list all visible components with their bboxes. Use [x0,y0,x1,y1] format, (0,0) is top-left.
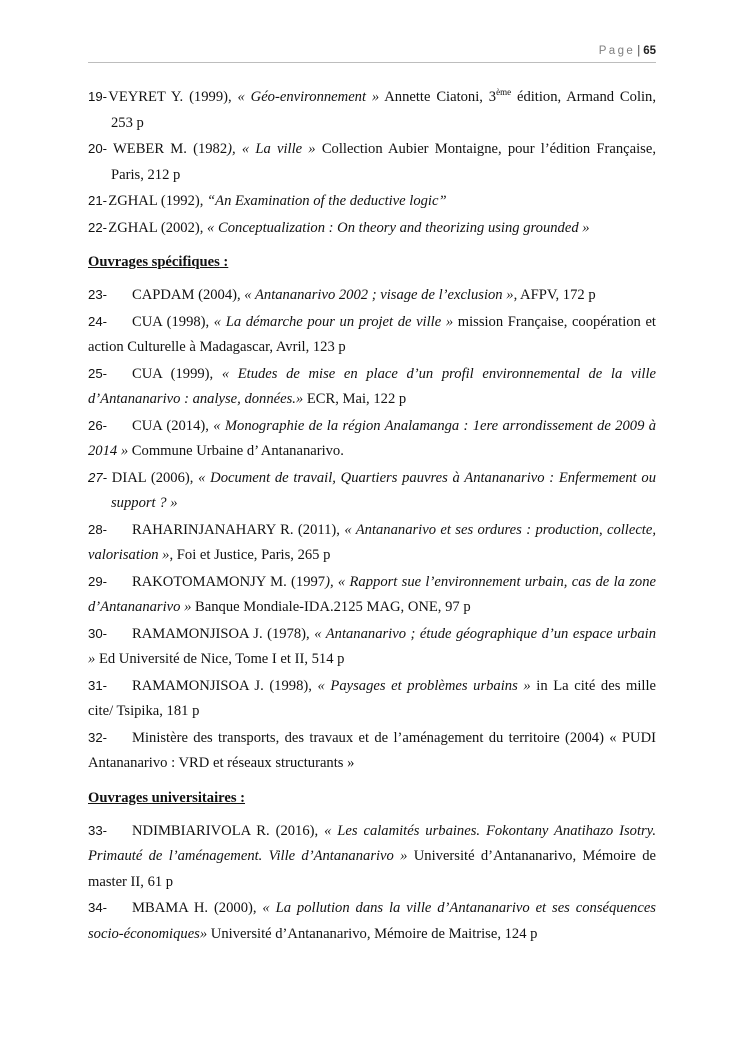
reference-author: WEBER M. (1982 [107,141,228,157]
reference-title: « Paysages et problèmes urbains » [317,677,531,694]
reference-author: RAMAMONJISOA J. (1998), [132,677,318,694]
reference-details: Collection Aubier Montaigne, pour l’édition Française, Paris, 212 p [111,141,656,183]
reference-entry-19 [88,84,656,136]
reference-entry-29 [88,569,656,621]
reference-title: ), « La ville » [227,141,316,157]
reference-title: « Etudes de mise en place d’un profil environnemental de la ville d’Antananarivo : analyse, données.» [88,365,656,407]
reference-entry-27 [88,465,656,517]
reference-author: CUA (1999), [132,365,222,382]
reference-entry-22 [88,215,656,242]
section-heading-text: Ouvrages universitaires : [88,789,246,806]
reference-details: , Foi et Justice, Paris, 265 p [169,547,331,563]
reference-details: mission Française, coopération et action Culturelle à Madagascar, Avril, 123 p [88,313,656,355]
reference-details: Université d’Antananarivo, Mémoire de Maitrise, 124 p [207,925,538,942]
reference-entry-21 [88,188,656,215]
reference-title: « Monographie de la région Analamanga : 1ere arrondissement de 2009 à 2014 » [88,417,656,459]
reference-author: RAKOTOMAMONJY M. (1997 [132,573,326,590]
reference-number: 28- [88,521,108,537]
reference-number: 30- [88,625,108,641]
reference-number: 20- [88,141,108,156]
reference-entry-26 [88,413,656,465]
reference-author: RAMAMONJISOA J. (1978), [132,625,315,642]
section-heading-text: Ouvrages spécifiques [88,254,220,270]
reference-title: « La pollution dans la ville d’Antananarivo et ses conséquences socio-économiques» [88,900,656,942]
reference-details: Ed Université de Nice, Tome I et II, 514 p [95,651,345,667]
reference-details: Banque Mondiale-IDA.2125 MAG, ONE, 97 p [191,599,471,615]
reference-title: « Géo-environnement » [237,89,380,105]
reference-title: « Antananarivo et ses ordures : production, collecte, valorisation » [88,521,656,563]
reference-entry-24 [88,309,656,361]
reference-author: NDIMBIARIVOLA R. (2016), [132,822,325,839]
reference-entry-23 [88,282,656,309]
reference-author: VEYRET Y. (1999), [108,89,238,105]
reference-author: DIAL (2006), [107,469,199,486]
reference-author: ZGHAL (2002), [108,219,208,236]
reference-entry-32 [88,725,656,777]
reference-title: “An Examination of the deductive logic” [207,193,447,209]
reference-number: 27- [88,469,108,485]
page-label: Page [598,45,636,57]
page-separator: | [637,45,641,57]
reference-details: in La cité des mille cite/ Tsipika, 181 p [88,677,656,719]
reference-number: 32- [88,729,108,745]
reference-entry-30 [88,621,656,673]
reference-entry-20 [88,136,656,188]
reference-text: Ministère des transports, des travaux et de l’aménagement du territoire (2004) « PUDI Antananarivo : VRD et réseaux structurants » [88,729,656,771]
reference-details: Université d’Antananarivo, Mémoire de master II, 61 p [88,848,656,890]
reference-author: ZGHAL (1992), [108,193,208,209]
reference-number: 19- [88,89,108,104]
reference-title: « Les calamités urbaines. Fokontany Anatihazo Isotry. Primauté de l’aménagement. Ville d’Antananarivo » [88,822,656,864]
page-header [88,43,656,63]
reference-entry-25 [88,361,656,413]
reference-number: 24- [88,313,108,329]
reference-number: 25- [88,365,108,381]
reference-number: 29- [88,573,108,589]
superscript: ème [496,87,512,97]
reference-title: ), « Rapport sue l’environnement urbain, cas de la zone d’Antananarivo » [88,573,656,615]
reference-author: CUA (2014), [132,417,214,434]
page-number: 65 [643,45,656,57]
reference-author: RAHARINJANAHARY R. (2011), [132,521,345,538]
reference-entry-33 [88,818,656,896]
bibliography [88,84,656,947]
reference-number: 21- [88,193,108,208]
reference-title: « Document de travail, Quartiers pauvres à Antananarivo : Enfermement ou support ? » [111,469,656,511]
section-heading-colon: : [219,254,229,270]
reference-number: 34- [88,900,108,915]
reference-details: Commune Urbaine d’ Antananarivo. [128,443,344,459]
reference-details: ECR, Mai, 122 p [303,391,407,407]
section-heading-specific [88,250,656,275]
reference-title: « Antananarivo ; étude géographique d’un espace urbain » [88,625,656,667]
reference-number: 33- [88,822,108,838]
reference-details-cont: édition, Armand Colin, 253 p [111,89,656,131]
reference-number: 31- [88,677,108,693]
reference-title: « Antananarivo 2002 ; visage de l’exclusion » [244,287,514,303]
reference-number: 22- [88,219,108,235]
reference-entry-34 [88,895,656,947]
reference-details: , AFPV, 172 p [513,287,596,303]
reference-title: « Conceptualization : On theory and theorizing using grounded » [207,219,590,236]
reference-author: CUA (1998), [132,313,214,330]
reference-number: 23- [88,287,108,302]
reference-entry-31 [88,673,656,725]
reference-entry-28 [88,517,656,569]
reference-title: « La démarche pour un projet de ville » [213,313,454,330]
reference-number: 26- [88,417,108,433]
reference-author: CAPDAM (2004), [132,287,245,303]
reference-author: MBAMA H. (2000), [132,900,263,916]
reference-details: Annette Ciatoni, 3 [379,89,497,105]
section-heading-university [88,786,656,811]
